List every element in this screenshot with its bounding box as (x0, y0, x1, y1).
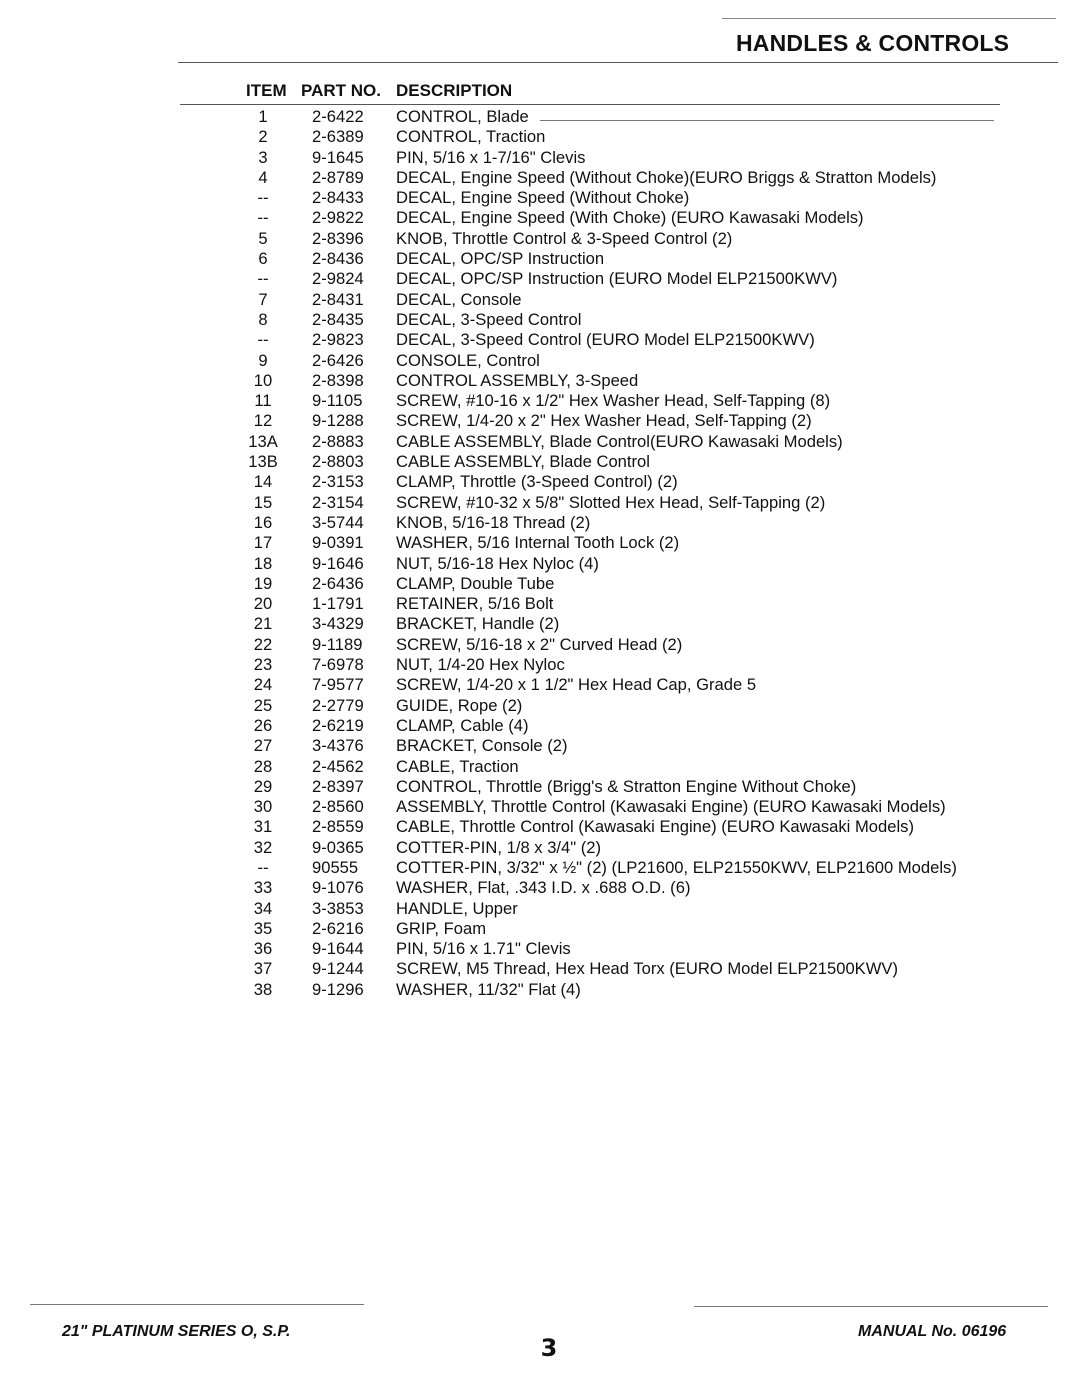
table-row (0, 554, 1080, 574)
item-number: 17 (253, 533, 273, 553)
part-description: BRACKET, Handle (2) (396, 614, 560, 634)
header-top-rule (722, 18, 1056, 19)
part-number: 2-3154 (312, 492, 364, 512)
header-bottom-rule (178, 62, 1058, 63)
part-description: DECAL, OPC/SP Instruction (EURO Model ELP21500KWV) (396, 269, 838, 289)
part-description: CONSOLE, Control (396, 350, 540, 370)
part-description: WASHER, 11/32" Flat (4) (396, 979, 581, 999)
part-number: 2-8436 (312, 249, 364, 269)
item-number: 30 (253, 797, 273, 817)
table-row (0, 188, 1080, 208)
part-description: DECAL, Engine Speed (With Choke) (EURO Kawasaki Models) (396, 208, 864, 228)
column-header-rule (180, 104, 1000, 105)
item-number: 28 (253, 756, 273, 776)
part-description: GUIDE, Rope (2) (396, 695, 523, 715)
part-number: 2-6436 (312, 573, 364, 593)
part-description: CONTROL ASSEMBLY, 3-Speed (396, 370, 639, 390)
part-number: 7-6978 (312, 655, 364, 675)
item-number: -- (257, 208, 269, 228)
part-number: 9-1189 (312, 634, 363, 654)
table-row (0, 939, 1080, 959)
table-row (0, 655, 1080, 675)
page-title: HANDLES & CONTROLS (736, 30, 1010, 56)
table-row (0, 472, 1080, 492)
table-row (0, 513, 1080, 533)
part-number: 9-1644 (312, 939, 364, 959)
column-header-item: ITEM (246, 81, 287, 100)
part-number: 2-8433 (312, 188, 364, 208)
part-number: 2-4562 (312, 756, 364, 776)
table-row (0, 696, 1080, 716)
column-header-description: DESCRIPTION (396, 81, 513, 100)
table-row (0, 148, 1080, 168)
item-number: 27 (253, 736, 273, 756)
table-row (0, 777, 1080, 797)
item-number: 5 (258, 228, 268, 248)
table-row (0, 736, 1080, 756)
table-row (0, 168, 1080, 188)
part-description: SCREW, 1/4-20 x 2" Hex Washer Head, Self-Tapping (2) (396, 411, 812, 431)
item-number: 14 (253, 472, 273, 492)
part-description: GRIP, Foam (396, 918, 487, 938)
part-number: 2-8397 (312, 776, 364, 796)
footer-model-series: 21" PLATINUM SERIES O, S.P. (62, 1323, 291, 1340)
item-number: 11 (254, 391, 272, 411)
part-number: 2-8398 (312, 370, 364, 390)
item-number: 25 (253, 695, 273, 715)
part-description: WASHER, Flat, .343 I.D. x .688 O.D. (6) (396, 878, 691, 898)
part-number: 2-6216 (312, 918, 364, 938)
part-description: KNOB, Throttle Control & 3-Speed Control (2) (396, 228, 733, 248)
item-number: -- (257, 857, 269, 877)
part-description: DECAL, 3-Speed Control (396, 309, 582, 329)
table-row (0, 574, 1080, 594)
table-row (0, 878, 1080, 898)
item-number: 29 (253, 776, 273, 796)
column-header-part-no: PART NO. (301, 81, 381, 100)
item-number: -- (257, 269, 269, 289)
part-number: 9-1105 (312, 391, 363, 411)
item-number: 12 (253, 411, 273, 431)
item-number: 13B (248, 452, 278, 472)
table-row (0, 290, 1080, 310)
footer-right-rule (694, 1306, 1048, 1307)
part-description: CLAMP, Throttle (3-Speed Control) (2) (396, 472, 678, 492)
table-row (0, 371, 1080, 391)
table-row (0, 980, 1080, 1000)
part-number: 7-9577 (312, 675, 364, 695)
item-number: 37 (253, 959, 273, 979)
item-number: 2 (258, 127, 268, 147)
table-row (0, 757, 1080, 777)
item-number: 8 (258, 309, 268, 329)
table-row (0, 919, 1080, 939)
table-row (0, 432, 1080, 452)
item-number: 22 (253, 634, 273, 654)
item-number: 34 (253, 898, 273, 918)
part-description: CABLE, Throttle Control (Kawasaki Engine) (EURO Kawasaki Models) (396, 817, 914, 837)
item-number: 10 (253, 370, 273, 390)
part-description: DECAL, OPC/SP Instruction (396, 249, 605, 269)
part-number: 2-6219 (312, 715, 364, 735)
table-row (0, 899, 1080, 919)
part-description: COTTER-PIN, 3/32" x ½" (2) (LP21600, ELP21550KWV, ELP21600 Models) (396, 857, 957, 877)
item-number: 4 (258, 167, 268, 187)
item-number: 36 (253, 939, 273, 959)
footer-left-rule (30, 1304, 364, 1305)
item-number: 1 (258, 107, 268, 126)
part-number: 90555 (312, 857, 359, 877)
part-number: 9-1244 (312, 959, 364, 979)
table-row (0, 959, 1080, 979)
table-row (0, 107, 1080, 127)
table-row (0, 452, 1080, 472)
table-row (0, 838, 1080, 858)
part-number: 9-0391 (312, 533, 364, 553)
item-number: 31 (253, 817, 273, 837)
table-row (0, 797, 1080, 817)
table-row (0, 391, 1080, 411)
part-description: CONTROL, Traction (396, 127, 546, 147)
table-row (0, 127, 1080, 147)
table-row (0, 269, 1080, 289)
table-row (0, 330, 1080, 350)
part-number: 2-8431 (312, 289, 364, 309)
part-description: DECAL, 3-Speed Control (EURO Model ELP21500KWV) (396, 330, 815, 350)
table-row (0, 310, 1080, 330)
item-number: 33 (253, 878, 273, 898)
part-description: SCREW, 1/4-20 x 1 1/2" Hex Head Cap, Grade 5 (396, 675, 757, 695)
item-number: 26 (253, 715, 273, 735)
part-description: SCREW, #10-16 x 1/2" Hex Washer Head, Self-Tapping (8) (396, 391, 831, 411)
part-number: 9-1076 (312, 878, 364, 898)
part-number: 2-2779 (312, 695, 364, 715)
part-description: SCREW, #10-32 x 5/8" Slotted Hex Head, Self-Tapping (2) (396, 492, 826, 512)
parts-list (0, 107, 1080, 1000)
part-number: 2-8803 (312, 452, 364, 472)
part-description: DECAL, Console (396, 289, 522, 309)
table-row (0, 208, 1080, 228)
item-number: 15 (253, 492, 273, 512)
part-number: 2-8560 (312, 797, 364, 817)
part-description: WASHER, 5/16 Internal Tooth Lock (2) (396, 533, 680, 553)
part-number: 2-8559 (312, 817, 364, 837)
part-number: 9-0365 (312, 837, 364, 857)
table-row (0, 716, 1080, 736)
item-number: 13A (248, 431, 278, 451)
part-description: ASSEMBLY, Throttle Control (Kawasaki Engine) (EURO Kawasaki Models) (396, 797, 946, 817)
part-description: CABLE, Traction (396, 756, 519, 776)
page-number: 3 (540, 1334, 558, 1362)
table-row (0, 858, 1080, 878)
footer-manual-number: MANUAL No. 06196 (858, 1323, 1007, 1340)
part-description: PIN, 5/16 x 1.71" Clevis (396, 939, 571, 959)
item-number: 18 (253, 553, 273, 573)
part-number: 3-5744 (312, 512, 364, 532)
part-number: 2-3153 (312, 472, 364, 492)
part-description: CONTROL, Blade (396, 107, 529, 126)
part-number: 2-6389 (312, 127, 364, 147)
table-row (0, 351, 1080, 371)
part-number: 3-4376 (312, 736, 364, 756)
part-description: COTTER-PIN, 1/8 x 3/4" (2) (396, 837, 602, 857)
part-description: PIN, 5/16 x 1-7/16" Clevis (396, 147, 586, 167)
part-number: 9-1296 (312, 979, 364, 999)
item-number: -- (257, 188, 269, 208)
part-number: 2-6422 (312, 107, 364, 126)
part-number: 9-1645 (312, 147, 364, 167)
table-row (0, 229, 1080, 249)
part-description: DECAL, Engine Speed (Without Choke)(EURO Briggs & Stratton Models) (396, 167, 937, 187)
part-description: NUT, 1/4-20 Hex Nyloc (396, 655, 565, 675)
item-number: 23 (253, 655, 273, 675)
part-number: 2-8435 (312, 309, 364, 329)
part-description: SCREW, M5 Thread, Hex Head Torx (EURO Model ELP21500KWV) (396, 959, 899, 979)
table-row (0, 411, 1080, 431)
part-description: BRACKET, Console (2) (396, 736, 568, 756)
part-number: 2-9823 (312, 330, 364, 350)
item-number: 16 (253, 512, 273, 532)
item-number: 3 (258, 147, 268, 167)
part-description: CONTROL, Throttle (Brigg's & Stratton Engine Without Choke) (396, 776, 857, 796)
item-number: 24 (253, 675, 273, 695)
table-row (0, 533, 1080, 553)
item-number: 6 (258, 249, 268, 269)
item-number: 35 (253, 918, 273, 938)
table-row (0, 817, 1080, 837)
part-description: CLAMP, Double Tube (396, 573, 555, 593)
part-description: RETAINER, 5/16 Bolt (396, 594, 554, 614)
part-description: CLAMP, Cable (4) (396, 715, 529, 735)
item-number: 32 (253, 837, 273, 857)
part-number: 2-8789 (312, 167, 364, 187)
item-number: 9 (258, 350, 268, 370)
part-number: 2-9822 (312, 208, 364, 228)
table-row (0, 249, 1080, 269)
part-number: 2-9824 (312, 269, 364, 289)
part-number: 9-1646 (312, 553, 364, 573)
part-description: SCREW, 5/16-18 x 2" Curved Head (2) (396, 634, 683, 654)
item-number: 19 (253, 573, 273, 593)
part-number: 2-8396 (312, 228, 364, 248)
item-number: 21 (253, 614, 273, 634)
item-number: 7 (258, 289, 268, 309)
item-number: -- (257, 330, 269, 350)
part-description: DECAL, Engine Speed (Without Choke) (396, 188, 690, 208)
part-number: 2-8883 (312, 431, 364, 451)
part-description: CABLE ASSEMBLY, Blade Control(EURO Kawasaki Models) (396, 431, 843, 451)
table-row (0, 614, 1080, 634)
part-number: 3-4329 (312, 614, 364, 634)
part-description: KNOB, 5/16-18 Thread (2) (396, 512, 591, 532)
part-number: 9-1288 (312, 411, 364, 431)
item-number: 20 (253, 594, 273, 614)
table-row (0, 594, 1080, 614)
item-number: 38 (253, 979, 273, 999)
table-row (0, 493, 1080, 513)
part-number: 3-3853 (312, 898, 364, 918)
part-description: NUT, 5/16-18 Hex Nyloc (4) (396, 553, 599, 573)
part-number: 1-1791 (312, 594, 364, 614)
table-row (0, 675, 1080, 695)
part-description: CABLE ASSEMBLY, Blade Control (396, 452, 650, 472)
table-row (0, 635, 1080, 655)
part-description: HANDLE, Upper (396, 898, 518, 918)
part-number: 2-6426 (312, 350, 364, 370)
